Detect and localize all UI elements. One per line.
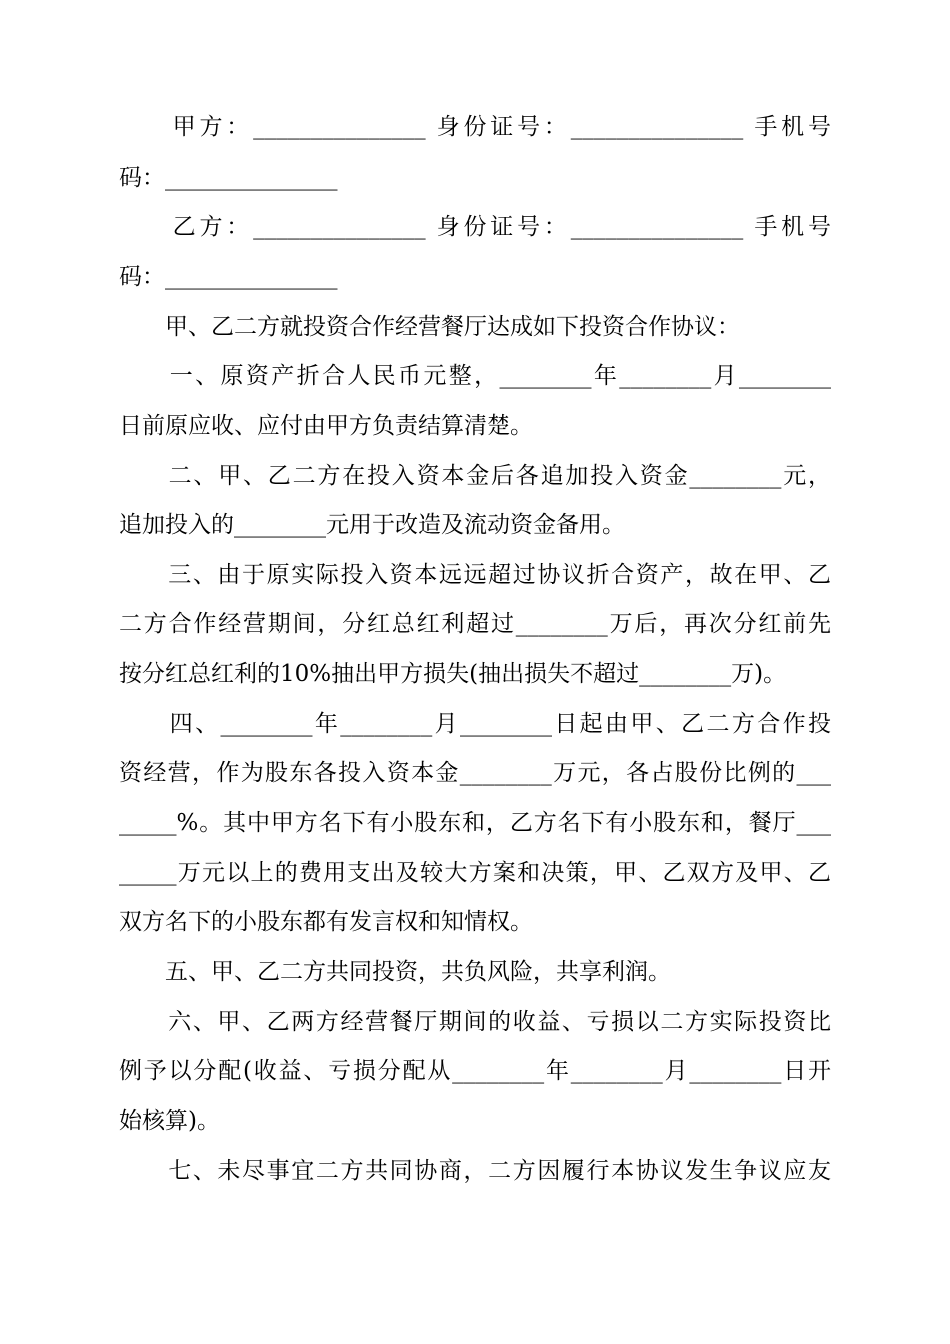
clause-5: 五、甲、乙二方共同投资，共负风险，共享利润。 bbox=[119, 959, 671, 985]
clause-1-line-2: 日前原应收、应付由甲方负责结算清楚。 bbox=[119, 413, 533, 439]
clause-6-line-1: 六、甲、乙两方经营餐厅期间的收益、亏损以二方实际投资比 bbox=[119, 1009, 831, 1035]
clause-2-line-1: 二、甲、乙二方在投入资本金后各追加投入资金________元， bbox=[119, 463, 831, 489]
party-a-line: 甲方：_______________ 身份证号：_______________ 手机号 bbox=[119, 114, 831, 140]
clause-6-line-3: 始核算)。 bbox=[119, 1108, 220, 1134]
clause-2-line-2: 追加投入的________元用于改造及流动资金备用。 bbox=[119, 512, 625, 538]
clause-4-line-4: _____万元以上的费用支出及较大方案和决策，甲、乙双方及甲、乙 bbox=[119, 860, 831, 886]
clause-4-line-2: 资经营，作为股东各投入资本金________万元，各占股份比例的___ bbox=[119, 760, 831, 786]
clause-4-line-5: 双方名下的小股东都有发言权和知情权。 bbox=[119, 909, 533, 935]
clause-4-line-3: _____%。其中甲方名下有小股东和，乙方名下有小股东和，餐厅___ bbox=[119, 810, 831, 836]
clause-7-line-1: 七、未尽事宜二方共同协商，二方因履行本协议发生争议应友 bbox=[119, 1158, 831, 1184]
party-b-phone-line: 码：_______________ bbox=[119, 264, 338, 290]
clause-3-line-2: 二方合作经营期间，分红总红利超过________万后，再次分红前先 bbox=[119, 611, 831, 637]
clause-3-line-3: 按分红总红利的10%抽出甲方损失(抽出损失不超过________万)。 bbox=[119, 661, 787, 687]
clause-3-line-1: 三、由于原实际投入资本远远超过协议折合资产，故在甲、乙 bbox=[119, 562, 831, 588]
clause-4-line-1: 四、________年________月________日起由甲、乙二方合作投 bbox=[119, 711, 831, 737]
agreement-intro: 甲、乙二方就投资合作经营餐厅达成如下投资合作协议： bbox=[119, 314, 740, 340]
clause-6-line-2: 例予以分配(收益、亏损分配从________年________月________日开 bbox=[119, 1058, 831, 1084]
clause-1-line-1: 一、原资产折合人民币元整，________年________月________ bbox=[119, 363, 831, 389]
party-a-phone-line: 码：_______________ bbox=[119, 165, 338, 191]
party-b-line: 乙方：_______________ 身份证号：_______________ 手机号 bbox=[119, 214, 831, 240]
